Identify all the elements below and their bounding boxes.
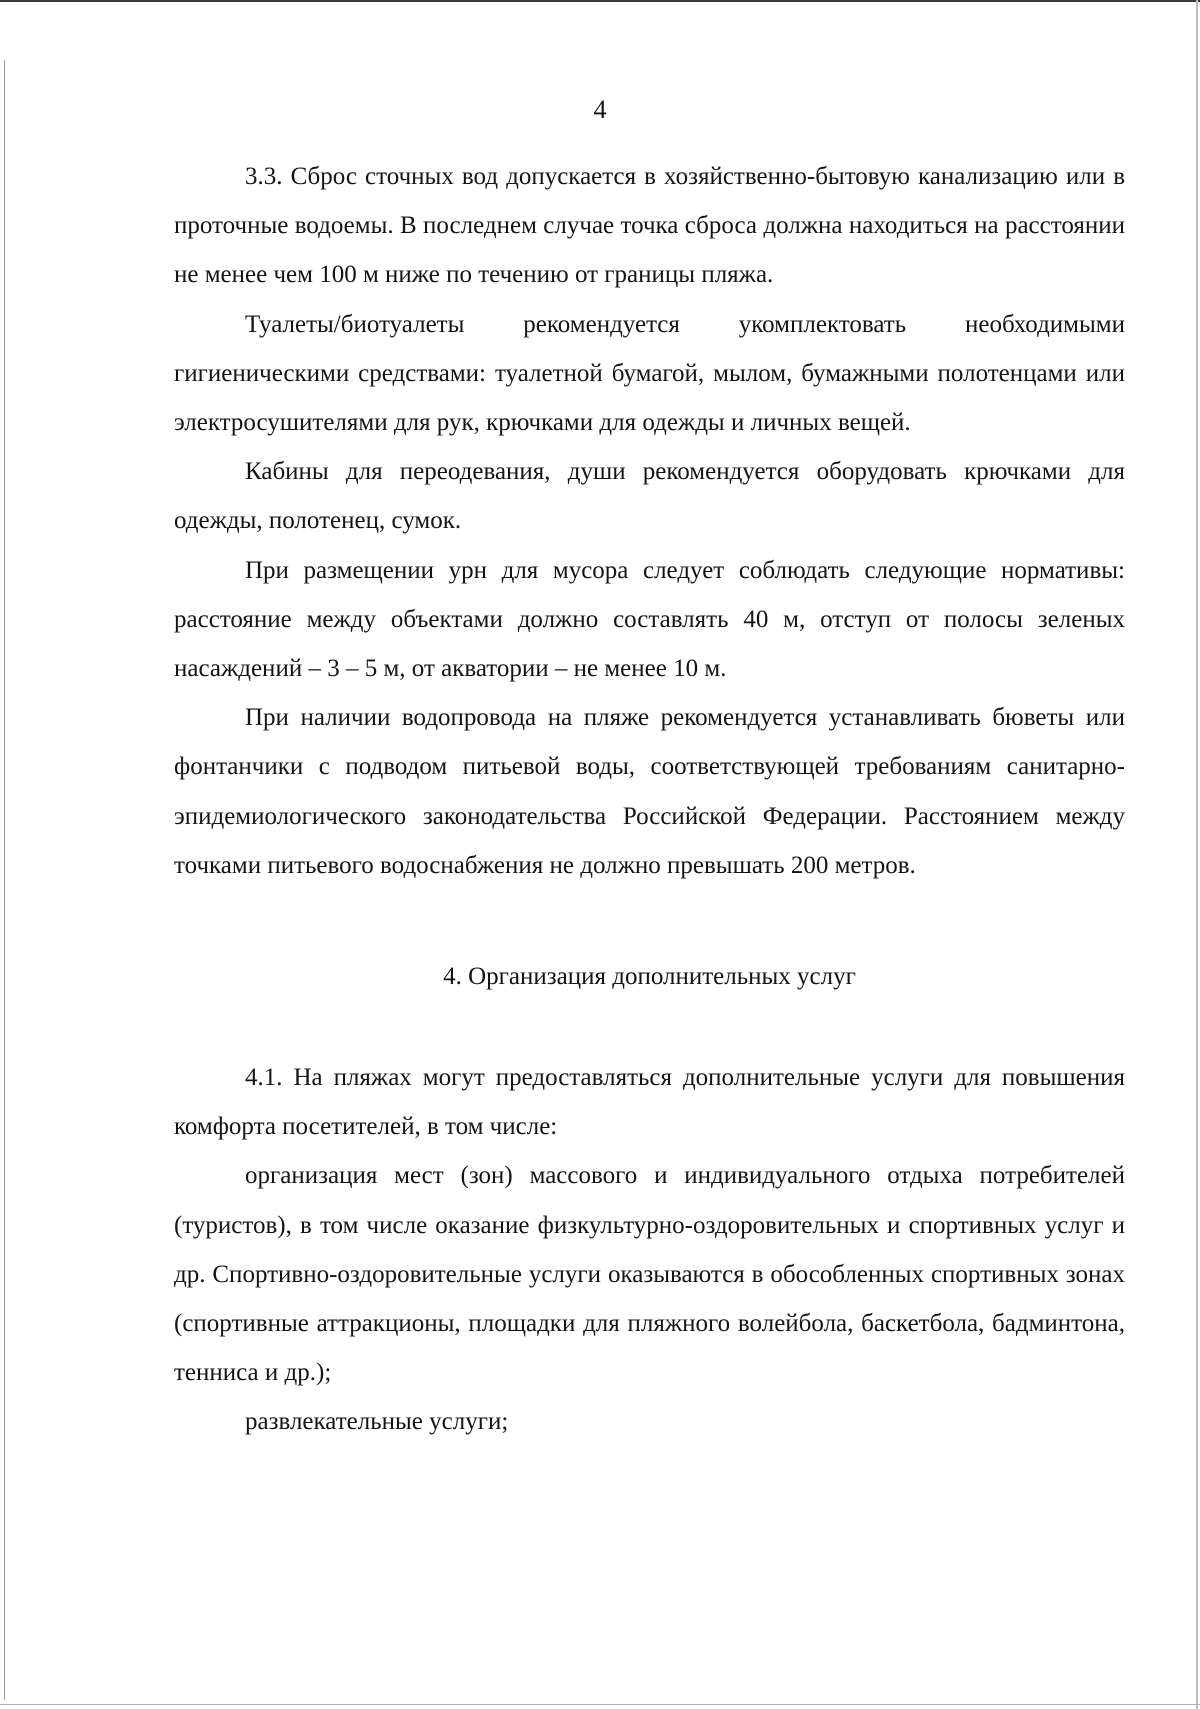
page-number: 4: [593, 95, 607, 124]
paragraph-drinking-water: При наличии водопровода на пляже рекомендуется устанавливать бюветы или фонтанчики с подводом питьевой воды, соответствующей требованиям санитарно-эпидемиологического законодательства Российской Федерации. Расстоянием между точками питьевого водоснабжения не должно превышать 200 метров.: [174, 704, 1125, 879]
section-heading: 4. Организация дополнительных услуг: [443, 963, 856, 991]
paragraph-recreation-zones: организация мест (зон) массового и индивидуального отдыха потребителей (туристов), в том числе оказание физкультурно-оздоровительных и спортивных услуг и др. Спортивно-оздоровительные услуги оказываются в обособленных спортивных зонах (спортивные аттракционы, площадки для пляжного волейбола, баскетбола, бадминтона, тенниса и др.);: [174, 1162, 1125, 1387]
paragraph-trash-bins: При размещении урн для мусора следует соблюдать следующие нормативы: расстояние между объектами должно составлять 40 м, отступ от полосы зеленых насаждений – 3 – 5 м, от акватории – не менее 10 м.: [174, 556, 1125, 683]
scan-border-top: [0, 0, 1200, 2]
document-body: [174, 152, 1125, 1447]
scan-border-left: [4, 60, 5, 1700]
paragraph-4-1-additional-services: 4.1. На пляжах могут предоставляться дополнительные услуги для повышения комфорта посетителей, в том числе:: [174, 1064, 1125, 1141]
paragraph-toilets: Туалеты/биотуалеты рекомендуется укомплектовать необходимыми гигиеническими средствами: туалетной бумагой, мылом, бумажными полотенцами или электросушителями для рук, крючками для одежды и личных вещей.: [174, 310, 1125, 437]
scan-border-right: [1196, 0, 1198, 1709]
scan-border-bottom: [0, 1704, 1200, 1705]
paragraph-entertainment: развлекательные услуги;: [245, 1408, 509, 1436]
paragraph-3-3-wastewater: 3.3. Сброс сточных вод допускается в хозяйственно-бытовую канализацию или в проточные водоемы. В последнем случае точка сброса должна находиться на расстоянии не менее чем 100 м ниже по течению от границы пляжа.: [174, 163, 1125, 289]
paragraph-changing-cabins: Кабины для переодевания, души рекомендуется оборудовать крючками для одежды, полотенец, сумок.: [174, 458, 1125, 535]
